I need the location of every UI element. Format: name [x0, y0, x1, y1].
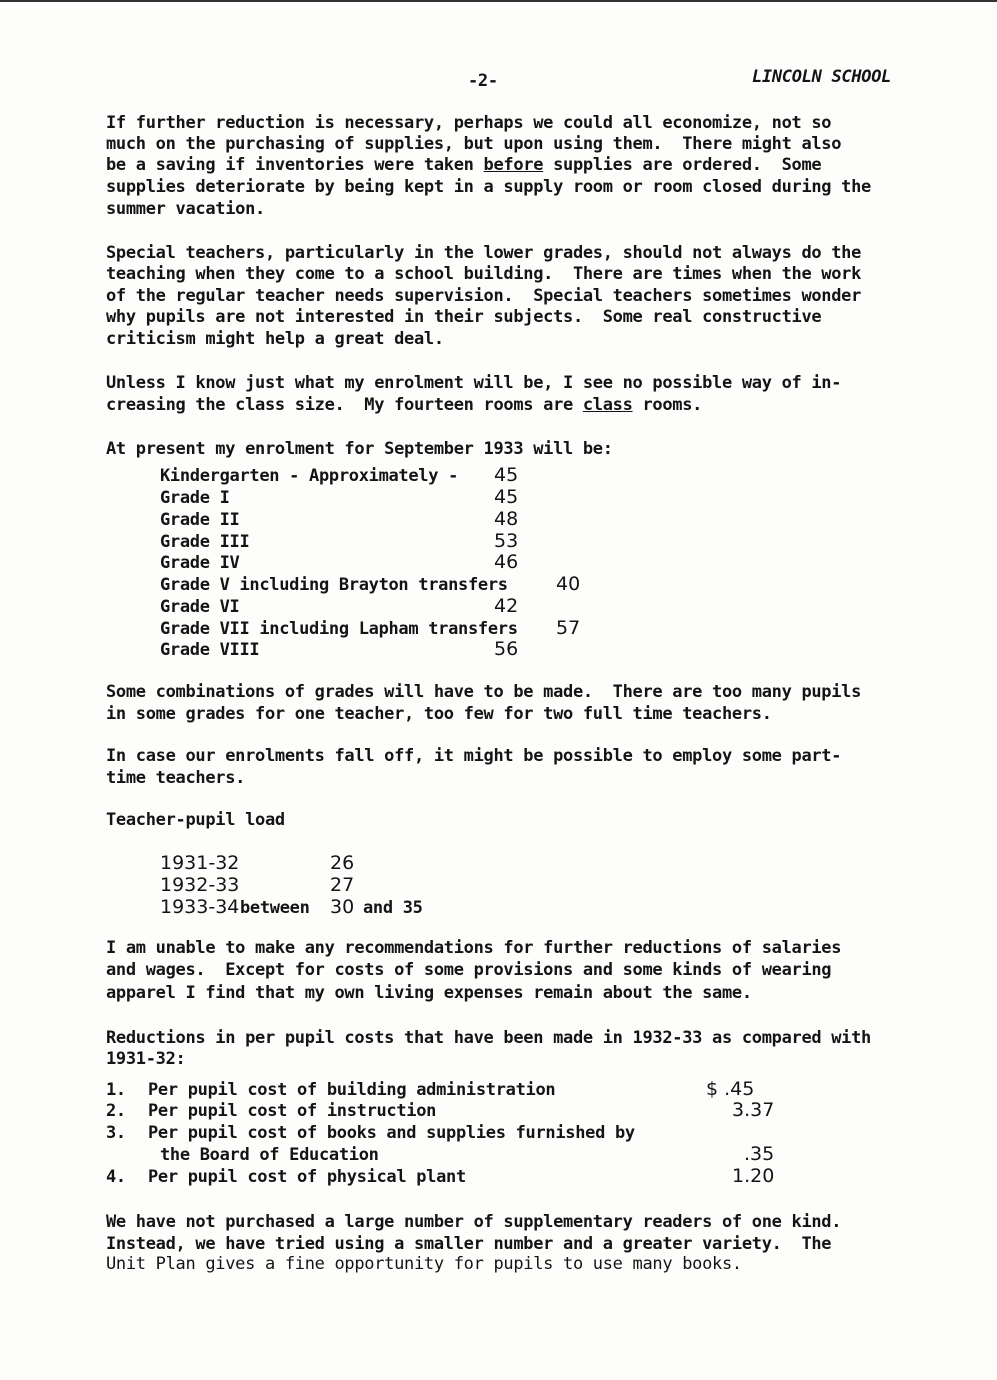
p5-line-2: time teachers. — [106, 768, 246, 788]
p1-line-1: If further reduction is necessary, perhaps we could all economize, not so — [106, 113, 832, 133]
load-value: 30 — [330, 896, 355, 918]
p7-line-1: We have not purchased a large number of supplementary readers of one kind. — [106, 1212, 842, 1232]
enrolment-label: Grade II — [160, 510, 240, 530]
p5-line-1: In case our enrolments fall off, it might be possible to employ some part- — [106, 746, 842, 766]
p6-line-1: I am unable to make any recommendations for further reductions of salaries — [106, 938, 842, 958]
enrolment-label: Grade I — [160, 488, 230, 508]
cost-item-number: 2. — [106, 1101, 126, 1121]
p2-line-1: Special teachers, particularly in the lower grades, should not always do the — [106, 243, 862, 263]
p6-line-3: apparel I find that my own living expenses remain about the same. — [106, 983, 752, 1003]
enrolment-value: 53 — [494, 530, 519, 552]
enrolment-label: Grade VII including Lapham transfers — [160, 619, 518, 639]
enrolment-value: 42 — [494, 595, 519, 617]
cost-item-text: Per pupil cost of building administration — [148, 1080, 556, 1100]
enrolment-value: 57 — [556, 617, 581, 639]
p2-line-5: criticism might help a great deal. — [106, 329, 444, 349]
cost-item-number: 3. — [106, 1123, 126, 1143]
p4-line-2: in some grades for one teacher, too few for two full time teachers. — [106, 704, 772, 724]
cost-item-number: 1. — [106, 1080, 126, 1100]
load-title: Teacher-pupil load — [106, 810, 285, 830]
p7-line-2: Instead, we have tried using a smaller number and a greater variety. The — [106, 1234, 832, 1254]
load-year: 1932-33 — [160, 874, 240, 896]
costs-intro-2: 1931-32: — [106, 1049, 186, 1069]
load-value: 27 — [330, 874, 355, 896]
load-year: 1931-32 — [160, 852, 240, 874]
load-value: 26 — [330, 852, 355, 874]
enrolment-value: 56 — [494, 638, 519, 660]
load-year: 1933-34 — [160, 896, 240, 918]
school-name: LINCOLN SCHOOL — [752, 67, 892, 87]
page-number: -2- — [468, 71, 498, 91]
p2-line-4: why pupils are not interested in their subjects. Some real constructive — [106, 307, 822, 327]
p3-line-1: Unless I know just what my enrolment will be, I see no possible way of in- — [106, 373, 842, 393]
cost-item-value: 3.37 — [732, 1099, 775, 1121]
p7-line-3: Unit Plan gives a fine opportunity for pupils to use many books. — [106, 1254, 742, 1274]
enrolment-label: Grade VI — [160, 597, 240, 617]
enrolment-value: 46 — [494, 551, 519, 573]
p4-line-1: Some combinations of grades will have to be made. There are too many pupils — [106, 682, 862, 702]
p2-line-2: teaching when they come to a school building. There are times when the work — [106, 264, 862, 284]
cost-item-text: Per pupil cost of physical plant — [148, 1167, 466, 1187]
enrolment-label: Kindergarten - Approximately - — [160, 466, 459, 486]
p1-line-5: summer vacation. — [106, 199, 265, 219]
p6-line-2: and wages. Except for costs of some provisions and some kinds of wearing — [106, 960, 832, 980]
enrolment-label: Grade III — [160, 532, 250, 552]
load-and: and 35 — [363, 898, 423, 918]
enrolment-value: 40 — [556, 573, 581, 595]
enrolment-label: Grade VIII — [160, 640, 260, 660]
emphasis-before: before — [483, 155, 544, 175]
p1-line-2: much on the purchasing of supplies, but upon using them. There might also — [106, 134, 842, 154]
enrolment-intro: At present my enrolment for September 1933 will be: — [106, 439, 613, 459]
enrolment-label: Grade IV — [160, 553, 240, 573]
cost-item-text-cont: the Board of Education — [160, 1145, 379, 1165]
cost-item-text: Per pupil cost of instruction — [148, 1101, 437, 1121]
emphasis-class: class — [582, 395, 633, 415]
enrolment-label: Grade V including Brayton transfers — [160, 575, 508, 595]
load-between: between — [240, 898, 310, 918]
cost-item-value: 1.20 — [732, 1165, 775, 1187]
enrolment-value: 45 — [494, 486, 519, 508]
p1-line-4: supplies deteriorate by being kept in a supply room or room closed during the — [106, 177, 871, 197]
cost-item-text: Per pupil cost of books and supplies furnished by — [148, 1123, 635, 1143]
cost-item-value: .35 — [744, 1143, 775, 1165]
p3-line-2: creasing the class size. My fourteen rooms are class rooms. — [106, 395, 703, 415]
enrolment-value: 48 — [494, 508, 519, 530]
cost-item-value: $ .45 — [706, 1078, 755, 1100]
top-border — [0, 0, 997, 2]
cost-item-number: 4. — [106, 1167, 126, 1187]
enrolment-value: 45 — [494, 464, 519, 486]
p2-line-3: of the regular teacher needs supervision. Special teachers sometimes wonder — [106, 286, 862, 306]
p1-line-3: be a saving if inventories were taken before supplies are ordered. Some — [106, 155, 822, 175]
costs-intro-1: Reductions in per pupil costs that have been made in 1932-33 as compared with — [106, 1028, 871, 1048]
